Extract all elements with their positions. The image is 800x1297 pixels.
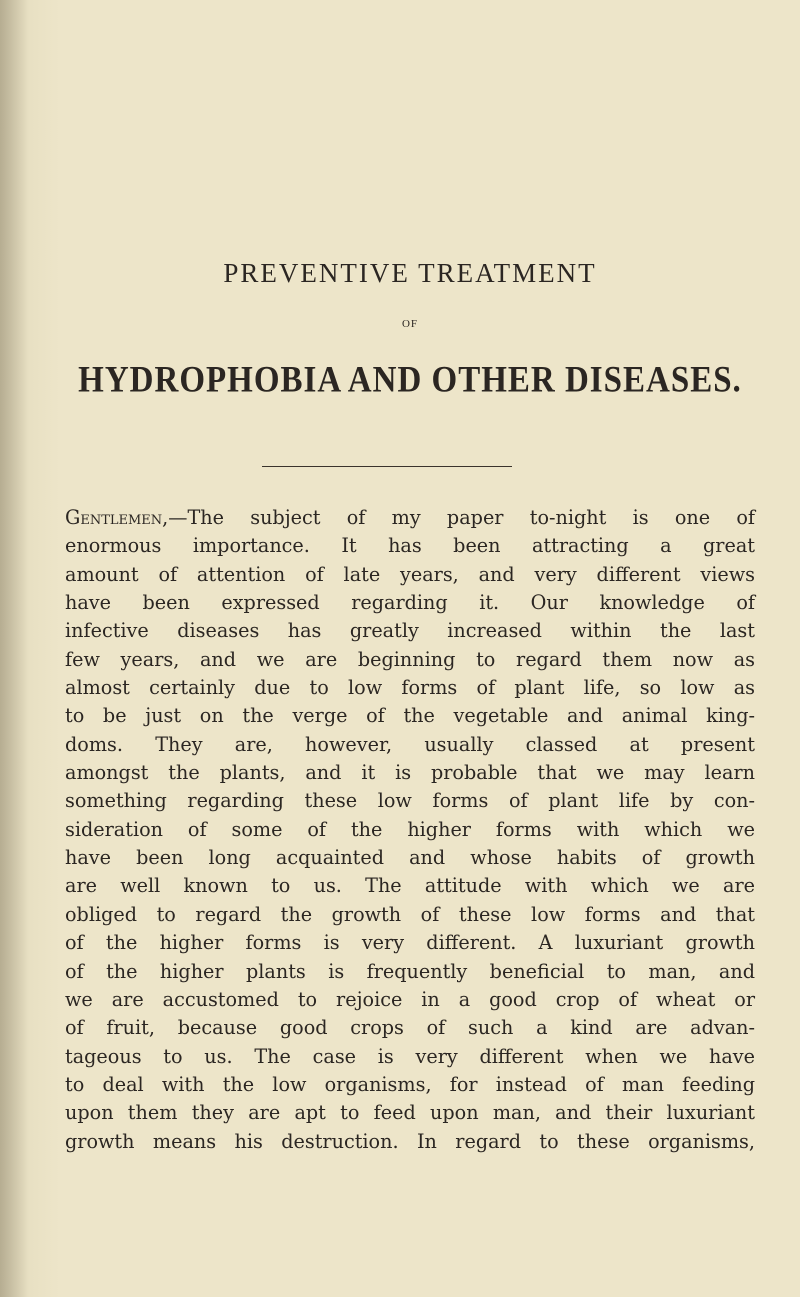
body-line: amount of attention of late years, and very different views bbox=[65, 562, 755, 586]
body-line: few years, and we are beginning to regard them now as bbox=[65, 647, 755, 671]
body-line: almost certainly due to low forms of plant life, so low as bbox=[65, 676, 755, 700]
body-line: have been expressed regarding it. Our knowledge of bbox=[65, 591, 755, 615]
body-line: Gentlemen,—The subject of my paper to-night is one of bbox=[65, 506, 755, 529]
salutation: Gentlemen, bbox=[65, 506, 169, 529]
title-connector: OF bbox=[401, 318, 419, 330]
body-line: have been long acquainted and whose habits of growth bbox=[65, 846, 755, 870]
body-line: something regarding these low forms of plant life by con- bbox=[65, 789, 755, 813]
body-line: amongst the plants, and it is probable that we may learn bbox=[65, 761, 755, 785]
title-divider bbox=[262, 466, 512, 467]
body-line: obliged to regard the growth of these low forms and that bbox=[65, 902, 755, 926]
body-line: tageous to us. The case is very different when we have bbox=[65, 1044, 755, 1068]
body-line: growth means his destruction. In regard to these organisms, bbox=[65, 1129, 755, 1153]
body-line: we are accustomed to rejoice in a good crop of wheat or bbox=[65, 987, 755, 1011]
page-title: PREVENTIVE TREATMENT bbox=[223, 258, 597, 288]
body-line: enormous importance. It has been attracting a great bbox=[65, 534, 755, 558]
body-line: are well known to us. The attitude with which we are bbox=[65, 874, 755, 898]
body-line: of the higher forms is very different. A luxuriant growth bbox=[65, 931, 755, 955]
body-line: to deal with the low organisms, for instead of man feeding bbox=[65, 1072, 755, 1096]
body-line: upon them they are apt to feed upon man, and their luxuriant bbox=[65, 1101, 755, 1125]
page-gutter-shadow bbox=[0, 0, 28, 1297]
body-line: of fruit, because good crops of such a kind are advan- bbox=[65, 1016, 755, 1040]
page-subtitle: HYDROPHOBIA AND OTHER DISEASES. bbox=[78, 360, 742, 401]
body-line: infective diseases has greatly increased within the last bbox=[65, 619, 755, 643]
body-line: of the higher plants is frequently beneficial to man, and bbox=[65, 959, 755, 983]
body-line: sideration of some of the higher forms with which we bbox=[65, 817, 755, 841]
body-line: to be just on the verge of the vegetable and animal king- bbox=[65, 704, 755, 728]
body-paragraph bbox=[65, 504, 755, 1156]
body-line: doms. They are, however, usually classed at present bbox=[65, 732, 755, 756]
